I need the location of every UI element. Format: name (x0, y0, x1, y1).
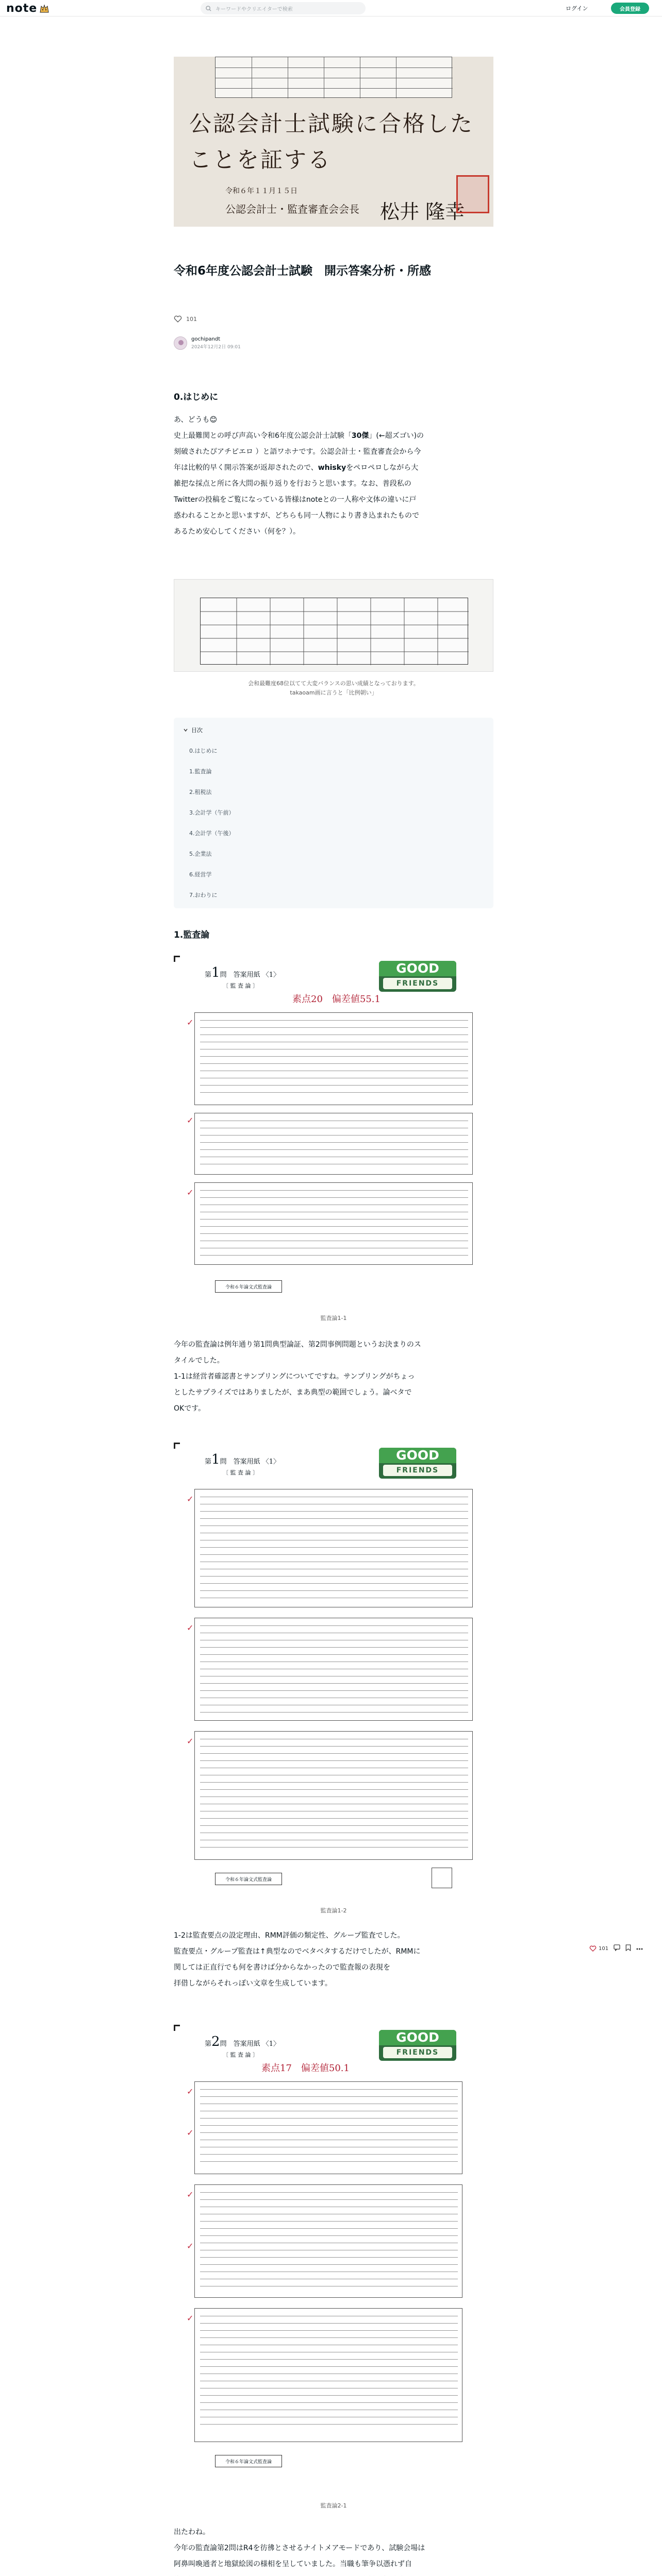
sheet-subject: 〔 監 査 論 〕 (223, 1469, 258, 1476)
intro-line: 惑われることかと思いますが、どちらも同一人物により書き込まれたもので (174, 512, 419, 520)
score-report-image (174, 579, 493, 672)
answer-box (194, 1489, 473, 1607)
like-counter[interactable] (174, 315, 197, 323)
comment-icon[interactable] (614, 1944, 620, 1953)
sticker-good-text: GOOD (379, 2030, 456, 2045)
answer-box (194, 1731, 473, 1860)
sheet-no-label: 第 (205, 2040, 212, 2048)
sheet-subject: 〔 監 査 論 〕 (223, 982, 258, 989)
score-caption (174, 679, 493, 698)
audit-line: 関しては正直行でも何を書けば分からなかったので監査報の表現を (174, 1963, 390, 1972)
intro-line: あ、どうも😊 (174, 416, 218, 424)
toc-item[interactable]: 2.租税法 (189, 789, 212, 795)
answer-sheet-1-1 (174, 956, 493, 1306)
official-seal-icon (456, 175, 489, 213)
intro-bold: whisky (318, 464, 346, 472)
like-count: 101 (186, 315, 197, 323)
red-check-mark: ✓ (187, 1494, 194, 1504)
sticker-good-text: GOOD (379, 1448, 456, 1463)
sheet-no-label: 第 (205, 971, 212, 979)
image-caption: 監査論1-1 (320, 1315, 347, 1321)
intro-line (174, 428, 493, 444)
sheet-heading (205, 965, 280, 980)
certificate-org: 公認会計士・監査審査会会長 (225, 203, 359, 215)
toc-label: 目次 (191, 727, 203, 734)
sheet-subject: 〔 監 査 論 〕 (223, 2052, 258, 2058)
certificate-line-2: ことを証する (189, 147, 332, 173)
audit-paragraph-1 (174, 1337, 493, 1417)
red-check-mark: ✓ (187, 1188, 194, 1197)
answer-box (194, 2081, 462, 2174)
answer-box (194, 2308, 462, 2442)
heart-icon (174, 315, 182, 323)
post-date: 2024年12月2日 09:01 (191, 345, 241, 350)
audit-line: 拝借しながらそれっぽい文章を生成しています。 (174, 1979, 332, 1988)
side-like-count: 101 (599, 1945, 609, 1952)
score-caption-line: 会和最難度68位以てて大変バランスの思い成績となっております。 (248, 680, 419, 687)
certificate-score-grid (215, 57, 452, 98)
audit-line: としたサプライズではありましたが、まあ典型の範囲でしょう。論ベタで (174, 1388, 412, 1397)
author-name[interactable]: gochipandt (191, 336, 221, 342)
more-options-icon[interactable] (636, 1946, 643, 1952)
note-logo[interactable] (6, 2, 49, 14)
sticker-friends-text: FRIENDS (383, 2047, 452, 2058)
audit-line: 1-1は経営者確認書とサンプリングについてですね。サンプリングがちょっ (174, 1372, 415, 1381)
answer-box (194, 1182, 473, 1265)
answer-box (194, 1012, 473, 1105)
article-title: 令和6年度公認会計士試験 開示答案分析・所感 (174, 264, 432, 278)
search-input[interactable] (201, 2, 366, 14)
sheet-footer-label: 令和６年論文式監査論 (215, 2455, 282, 2467)
audit-line: OKです。 (174, 1404, 206, 1413)
good-friends-sticker (379, 961, 456, 992)
intro-line: あるため安心してください（何を？）。 (174, 528, 300, 536)
sheet-footer-label: 令和６年論文式監査論 (215, 1873, 282, 1885)
intro-text: 年は比較的早く開示答案が返却されたので、 (174, 464, 318, 472)
toc-item[interactable]: 4.会計学（午後） (189, 830, 235, 837)
intro-line: 刻破されたぴアチピエロ ）と語ワホナです。公認会計士・監査審査会から今 (174, 448, 421, 456)
audit-paragraph-2 (174, 1928, 493, 1992)
sticker-friends-text: FRIENDS (383, 978, 452, 989)
intro-bold: 30傑 (351, 432, 369, 440)
sheet-footer-label: 令和６年論文式監査論 (215, 1280, 282, 1293)
toc-item[interactable]: 3.会計学（午前） (189, 809, 235, 816)
answer-box (194, 1113, 473, 1175)
sheet-no-label: 第 (205, 1458, 212, 1466)
intro-line (174, 460, 493, 476)
logo-text: note (6, 2, 38, 15)
intro-text: 」(←超ズゴい)の (369, 432, 424, 440)
sheet-number: 1 (211, 965, 220, 980)
crop-mark (174, 2025, 180, 2031)
red-check-mark: ✓ (187, 2313, 194, 2323)
audit-line: 出たわね。 (174, 2528, 210, 2536)
section-heading-audit: 1.監査論 (174, 930, 210, 940)
search-placeholder: キーワードやクリエイターで検索 (216, 6, 293, 12)
table-of-contents (174, 718, 493, 908)
audit-line: 阿鼻叫喚通者と地獄絵図の様相を呈していました。当職も筆争以憑れず自 (174, 2560, 412, 2568)
red-check-mark: ✓ (187, 2241, 194, 2251)
intro-text: をペロペロしながら大 (346, 464, 419, 472)
sheet-heading (205, 1452, 280, 1467)
page-number-box (432, 1868, 452, 1888)
audit-line: 今年の監査論は例年通り第1問典型論証、第2問事例問題というお決まりのス (174, 1341, 421, 1349)
score-caption-line: takaoam画に言うと「比例朝い」 (290, 689, 377, 696)
login-link[interactable]: ログイン (566, 5, 588, 12)
sticker-friends-text: FRIENDS (383, 1465, 452, 1476)
hero-certificate-image (174, 57, 493, 227)
intro-line: Twitterの投稿をご覧になっている皆様はnoteとの一人称や文体の違いに戸 (174, 496, 417, 504)
red-check-mark: ✓ (187, 1018, 194, 1027)
intro-paragraph (174, 412, 493, 540)
side-action-bar (589, 1944, 643, 1953)
crop-mark (174, 1443, 180, 1449)
sticker-good-text: GOOD (379, 961, 456, 976)
author-block[interactable] (174, 336, 241, 350)
red-check-mark: ✓ (187, 1115, 194, 1125)
answer-sheet-2-1 (174, 2025, 493, 2478)
site-header (0, 0, 662, 16)
toc-item[interactable]: 6.経営学 (189, 871, 212, 878)
sheet-tail: 問 答案用紙 〈1〉 (220, 2040, 280, 2048)
red-check-mark: ✓ (187, 2128, 194, 2138)
search-icon (206, 6, 211, 11)
toc-toggle[interactable] (183, 726, 203, 734)
chevron-down-icon (183, 727, 188, 733)
audit-line (174, 2572, 493, 2576)
crop-mark (174, 956, 180, 962)
toc-item[interactable]: 5.企業法 (189, 851, 212, 857)
toc-item[interactable]: 0.はじめに (189, 748, 218, 754)
certificate-date: 令和６年１１月１５日 (225, 187, 297, 195)
red-check-mark: ✓ (187, 1623, 194, 1633)
intro-text: 史上最難関との呼び声高い令和6年度公認会計士試験「 (174, 432, 352, 440)
audit-line: 監査要点・グループ監査は↑典型なのでベタベタするだけでしたが、RMMに (174, 1947, 421, 1956)
red-check-mark: ✓ (187, 2190, 194, 2199)
sheet-heading (205, 2034, 280, 2049)
signup-button[interactable]: 会員登録 (611, 3, 649, 14)
heart-icon (589, 1945, 597, 1952)
red-check-mark: ✓ (187, 1736, 194, 1746)
red-check-mark: ✓ (187, 2087, 194, 2096)
audit-line: 今年の監査論第2問はR4を彷彿とさせるナイトメアモードであり、試験会場は (174, 2544, 425, 2552)
good-friends-sticker (379, 2030, 456, 2061)
handwritten-score-note: 素点17 偏差値50.1 (261, 2063, 350, 2074)
sheet-tail: 問 答案用紙 〈1〉 (220, 971, 280, 979)
toc-item[interactable]: 1.監査論 (189, 768, 212, 775)
score-table-image (200, 598, 468, 665)
sheet-tail: 問 答案用紙 〈1〉 (220, 1458, 280, 1466)
section-heading-intro: 0.はじめに (174, 392, 219, 402)
certificate-signatory: 松井 隆幸 (380, 200, 465, 223)
handwritten-score-note: 素点20 偏差値55.1 (292, 994, 380, 1005)
author-avatar[interactable] (174, 336, 187, 350)
bookmark-icon[interactable] (625, 1944, 631, 1953)
image-caption: 監査論2-1 (320, 2502, 347, 2509)
audit-line: 1-2は監査要点の設定理由、RMM評価の類定性、グループ監査でした。 (174, 1931, 405, 1940)
audit-paragraph-3 (174, 2524, 493, 2576)
logo-mascot-icon (39, 4, 49, 13)
certificate-statement (189, 106, 478, 178)
toc-item[interactable]: 7.おわりに (189, 892, 218, 899)
image-caption: 監査論1-2 (320, 1907, 347, 1914)
intro-line: 雑把な採点と所に各大問の振り返りを行おうと思います。なお、普段私の (174, 480, 411, 488)
answer-box (194, 1618, 473, 1721)
good-friends-sticker (379, 1448, 456, 1479)
certificate-line-1: 公認会計士試験に合格した (189, 111, 474, 137)
audit-line: タイルでした。 (174, 1357, 224, 1365)
side-like-button[interactable] (589, 1945, 608, 1952)
answer-sheet-1-2 (174, 1443, 493, 1896)
sheet-number: 1 (211, 1452, 220, 1467)
sheet-number: 2 (211, 2034, 220, 2049)
answer-box (194, 2184, 462, 2298)
